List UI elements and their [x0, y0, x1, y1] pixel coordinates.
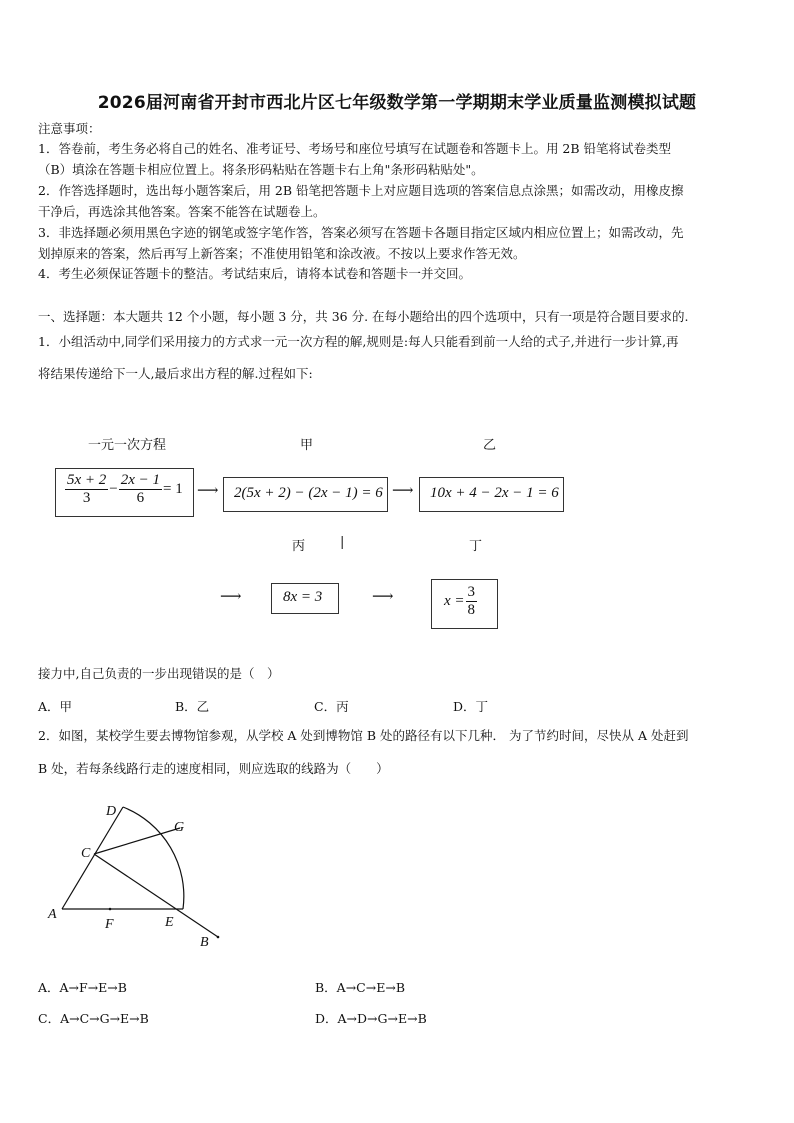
divider-mark: |	[340, 535, 345, 550]
arrow-icon: ⟶	[197, 481, 219, 499]
step0-denominator-1: 3	[82, 490, 91, 506]
q2-stem-line-2: B 处，若每条线路行走的速度相同，则应选取的线路为（ ）	[38, 761, 389, 776]
route-figure	[40, 795, 240, 955]
q1-stem-line-1: 1．小组活动中,同学们采用接力的方式求一元一次方程的解,规则是:每人只能看到前一人给的式子,并进行一步计算,再	[38, 334, 679, 349]
step3-box	[271, 583, 339, 614]
step0-minus: −	[109, 480, 118, 497]
segment-ad	[62, 807, 123, 909]
note-1-line-1: 1．答卷前，考生务必将自己的姓名、准考证号、考场号和座位号填写在试题卷和答题卡上。用 2B 铅笔将试卷类型	[38, 141, 672, 156]
point-label-c: C	[81, 846, 91, 861]
note-3-line-2: 划掉原来的答案，然后再写上新答案；不准使用铅笔和涂改液。不按以上要求作答无效。	[38, 246, 526, 261]
note-3-line-1: 3．非选择题必须用黑色字迹的钢笔或签字笔作答，答案必须写在答题卡各题目指定区域内相应位置上；如需改动，先	[38, 225, 684, 240]
q1-option-a[interactable]: A．甲	[38, 699, 73, 714]
segment-cg	[94, 828, 180, 854]
step4-numerator: 3	[467, 584, 476, 600]
label-yi: 乙	[483, 438, 497, 453]
point-label-b: B	[200, 935, 209, 950]
point-label-a: A	[48, 907, 57, 922]
step4-denominator: 8	[467, 602, 476, 618]
label-jia: 甲	[300, 438, 314, 453]
label-equation: 一元一次方程	[88, 438, 167, 453]
q2-option-a[interactable]: A．A→F→E→B	[38, 980, 127, 995]
q1-option-d[interactable]: D．丁	[453, 699, 489, 714]
step0-rhs: = 1	[163, 480, 183, 497]
note-2-line-2: 干净后，再选涂其他答案。答案不能答在试题卷上。	[38, 204, 326, 219]
q2-option-b[interactable]: B．A→C→E→B	[315, 980, 406, 995]
step2-expression: 10x + 4 − 2x − 1 = 6	[430, 485, 559, 501]
section-heading: 一、选择题：本大题共 12 个小题，每小题 3 分，共 36 分. 在每小题给出的四个选项中，只有一项是符合题目要求的.	[38, 309, 689, 324]
step0-box	[55, 468, 194, 517]
q2-stem-line-1: 2．如图，某校学生要去博物馆参观，从学校 A 处到博物馆 B 处的路径有以下几种． 为了节约时间，尽快从 A 处赶到	[38, 728, 689, 743]
q1-option-b[interactable]: B．乙	[175, 699, 210, 714]
q1-option-c[interactable]: C．丙	[314, 699, 349, 714]
point-label-g: G	[174, 820, 185, 835]
step4-lhs: x =	[444, 592, 465, 609]
label-ding: 丁	[469, 539, 483, 554]
page-title: 2026届河南省开封市西北片区七年级数学第一学期期末学业质量监测模拟试题	[97, 93, 697, 113]
step0-numerator-1: 5x + 2	[67, 472, 107, 488]
step0-numerator-2: 2x − 1	[120, 472, 161, 488]
point-label-d: D	[106, 804, 117, 819]
step0-denominator-2: 6	[136, 490, 145, 506]
label-bing: 丙	[292, 539, 306, 554]
note-4: 4．考生必须保证答题卡的整洁。考试结束后，请将本试卷和答题卡一并交回。	[38, 266, 471, 281]
step2-box	[419, 477, 564, 512]
q1-question: 接力中,自己负责的一步出现错误的是（ ）	[38, 666, 280, 681]
arrow-icon: ⟶	[392, 481, 414, 499]
step4-box	[431, 579, 498, 629]
step3-expression: 8x = 3	[283, 589, 323, 605]
step1-box	[223, 477, 388, 512]
point-f-dot	[109, 908, 112, 911]
point-label-f: F	[105, 917, 114, 932]
q1-stem-line-2: 将结果传递给下一人,最后求出方程的解.过程如下:	[38, 366, 313, 381]
point-b-dot	[217, 936, 220, 939]
notes-heading: 注意事项：	[38, 121, 101, 136]
arrow-icon: ⟶	[220, 587, 242, 605]
step1-expression: 2(5x + 2) − (2x − 1) = 6	[234, 485, 383, 501]
arrow-icon: ⟶	[372, 587, 394, 605]
note-1-line-2: （B）填涂在答题卡相应位置上。将条形码粘贴在答题卡右上角"条形码粘贴处"。	[38, 162, 484, 177]
q2-option-c[interactable]: C．A→C→G→E→B	[38, 1011, 149, 1026]
note-2-line-1: 2．作答选择题时，选出每小题答案后，用 2B 铅笔把答题卡上对应题目选项的答案信息点涂黑；如需改动，用橡皮擦	[38, 183, 684, 198]
q2-option-d[interactable]: D．A→D→G→E→B	[315, 1011, 427, 1026]
point-label-e: E	[165, 915, 174, 930]
